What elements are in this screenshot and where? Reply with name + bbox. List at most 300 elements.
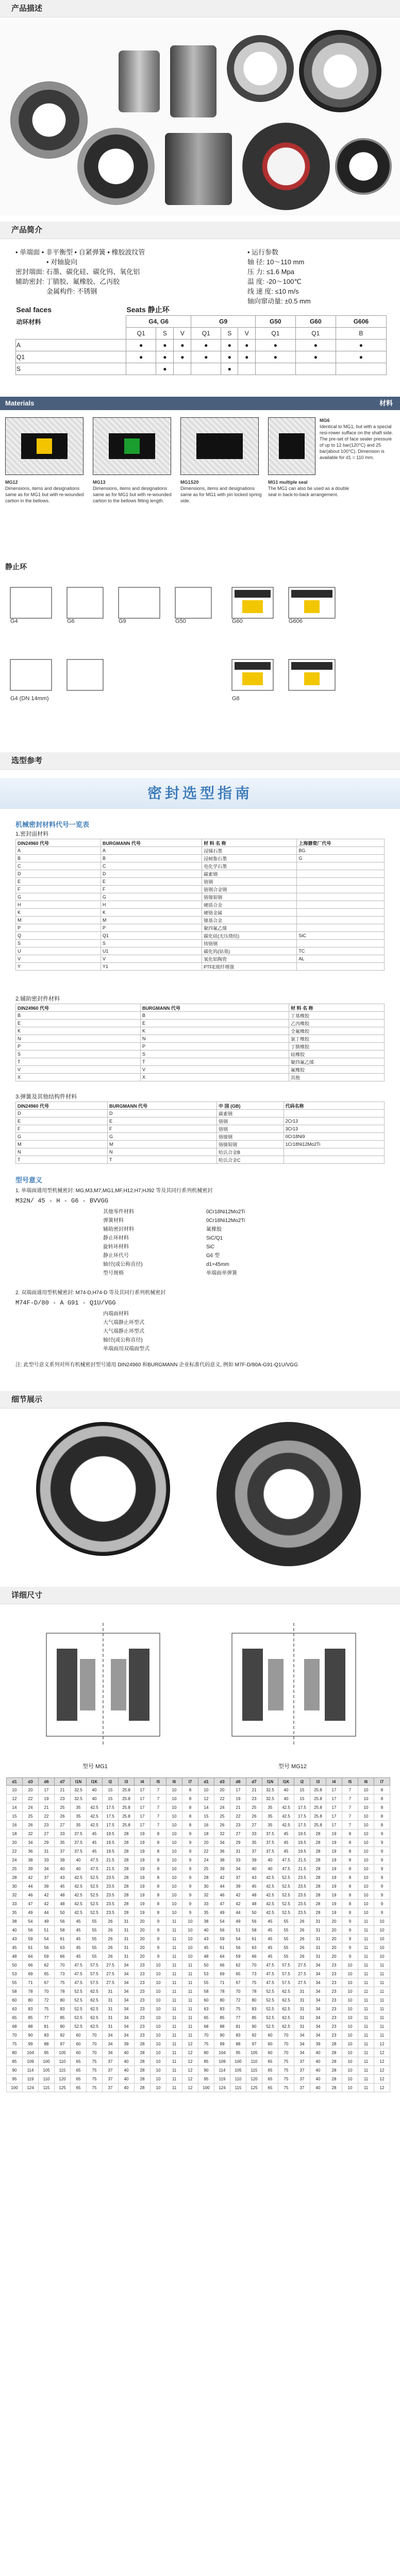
table-cell: 65 bbox=[71, 2066, 87, 2075]
table-cell: 8 bbox=[342, 1873, 358, 1882]
table-cell: 45 bbox=[55, 1882, 71, 1891]
table-cell: 55 bbox=[87, 1952, 103, 1961]
table-cell: 11 bbox=[182, 2022, 198, 2031]
table-cell: 110 bbox=[230, 2075, 246, 2083]
table-cell: 34 bbox=[119, 2005, 135, 2013]
col-header: l6 bbox=[166, 1778, 182, 1786]
table-cell: 23 bbox=[135, 2031, 151, 2040]
table-cell: 85 bbox=[23, 2013, 39, 2022]
table-row bbox=[16, 340, 387, 351]
table-cell: 56 bbox=[23, 1926, 39, 1935]
table-cell: 12 bbox=[182, 2048, 198, 2057]
table-cell: 9 bbox=[182, 1865, 198, 1873]
table-cell: 10 bbox=[358, 1794, 374, 1803]
table-cell: 29 bbox=[39, 1838, 55, 1847]
table-cell: 8 bbox=[374, 1794, 390, 1803]
table-cell: 77 bbox=[230, 2013, 246, 2022]
table-cell: 10 bbox=[342, 1970, 358, 1978]
table-cell: 哈氏合金B bbox=[216, 1148, 284, 1156]
table-cell: 34 bbox=[119, 2013, 135, 2022]
table-cell: 23 bbox=[55, 1794, 71, 1803]
table-cell: 11 bbox=[374, 1987, 390, 1996]
table-cell: 28 bbox=[310, 1908, 326, 1917]
table-cell: 45 bbox=[278, 1829, 294, 1838]
table-cell: 62.5 bbox=[278, 2005, 294, 2013]
table-cell: 11 bbox=[374, 2022, 390, 2031]
table-cell: 42.5 bbox=[278, 1812, 294, 1821]
table-cell: 28 bbox=[119, 1838, 135, 1847]
table-cell: 115 bbox=[55, 2066, 71, 2075]
table-cell: 8 bbox=[342, 1908, 358, 1917]
table-cell: 8 bbox=[151, 1908, 166, 1917]
table-cell: 45 bbox=[71, 1952, 87, 1961]
table-cell: 32 bbox=[23, 1829, 39, 1838]
table-cell: 23.5 bbox=[103, 1908, 119, 1917]
table2-title: 2.辅助密封件材料 bbox=[15, 996, 60, 1002]
table-cell: 23 bbox=[326, 2013, 342, 2022]
col-header: d6 bbox=[230, 1778, 246, 1786]
table-cell: G bbox=[16, 1133, 108, 1141]
mark: ● bbox=[156, 351, 174, 363]
col-header: d6 bbox=[39, 1778, 55, 1786]
table-cell: 40 bbox=[198, 1926, 214, 1935]
table-cell: 38 bbox=[214, 1856, 230, 1865]
table-cell: 10 bbox=[358, 1908, 374, 1917]
table-row bbox=[16, 1035, 385, 1043]
section-title: 细节展示 bbox=[0, 1391, 400, 1409]
table-cell: 铬镍钼钢 bbox=[202, 893, 297, 901]
table-cell: 10 bbox=[7, 1786, 23, 1794]
table-cell: 28 bbox=[326, 2083, 342, 2092]
table-cell: 110 bbox=[55, 2057, 71, 2066]
table-cell: 33 bbox=[7, 1900, 23, 1908]
table-cell: 11 bbox=[374, 1996, 390, 2005]
table-cell: 42.5 bbox=[278, 1803, 294, 1812]
table-cell: 11 bbox=[358, 2005, 374, 2013]
table-cell: 70 bbox=[87, 2031, 103, 2040]
table-row bbox=[16, 862, 385, 870]
col-header: 上海搪瓷厂代号 bbox=[297, 839, 385, 847]
table-cell: 11 bbox=[166, 2066, 182, 2075]
table-cell: 34 bbox=[294, 2031, 310, 2040]
table-cell: E bbox=[108, 1117, 217, 1125]
table-cell: 59 bbox=[23, 1935, 39, 1943]
table-cell: 37 bbox=[55, 1847, 71, 1856]
table-cell: 40 bbox=[119, 2075, 135, 2083]
table-cell: 31 bbox=[119, 1943, 135, 1952]
table-cell: 23.5 bbox=[103, 1891, 119, 1900]
col-header: l1K bbox=[278, 1778, 294, 1786]
table-cell: 34 bbox=[310, 1987, 326, 1996]
table-cell: 83 bbox=[230, 2031, 246, 2040]
table-cell: 8 bbox=[342, 1847, 358, 1856]
table-cell: 65 bbox=[262, 2066, 278, 2075]
table-cell: 碳素钢 bbox=[202, 870, 297, 878]
table-cell: F bbox=[16, 1125, 108, 1133]
table-cell: 77 bbox=[39, 2013, 55, 2022]
table-cell: 75 bbox=[246, 1978, 262, 1987]
table-cell: 11 bbox=[358, 1952, 374, 1961]
table-cell: 10 bbox=[166, 1821, 182, 1829]
table-row bbox=[7, 1873, 390, 1882]
seat-group: G4, G6 bbox=[126, 316, 191, 328]
table-cell: H bbox=[101, 901, 202, 909]
table-cell: 26 bbox=[103, 1943, 119, 1952]
table-cell: 10 bbox=[166, 1882, 182, 1891]
table-cell: 17 bbox=[135, 1794, 151, 1803]
table-cell: 28 bbox=[326, 2066, 342, 2075]
table-cell: 21 bbox=[230, 1803, 246, 1812]
table-cell: 52.5 bbox=[87, 1891, 103, 1900]
table-cell: G bbox=[101, 893, 202, 901]
table-cell: 75 bbox=[87, 2083, 103, 2092]
product-intro-section bbox=[0, 222, 400, 392]
table-cell: 31 bbox=[310, 1926, 326, 1935]
table-cell bbox=[284, 1156, 385, 1164]
table-cell: T bbox=[16, 1156, 108, 1164]
table-row bbox=[7, 1978, 390, 1987]
table-cell: 78 bbox=[246, 1987, 262, 1996]
table-cell: 28 bbox=[135, 2066, 151, 2075]
table-cell: 39 bbox=[119, 2040, 135, 2048]
table-cell: 10 bbox=[342, 2005, 358, 2013]
table-cell: 50 bbox=[7, 1961, 23, 1970]
table-cell: 19 bbox=[135, 1891, 151, 1900]
mark: ● bbox=[126, 340, 156, 351]
table-cell: 10 bbox=[358, 1865, 374, 1873]
table-cell: 10 bbox=[198, 1786, 214, 1794]
col-header: BURGMANN 代号 bbox=[140, 1004, 289, 1012]
table-cell: 43 bbox=[55, 1873, 71, 1882]
table-cell: 65 bbox=[262, 2083, 278, 2092]
table-cell: 11 bbox=[374, 1970, 390, 1978]
mark: ● bbox=[336, 351, 386, 363]
table-cell: 34 bbox=[119, 1961, 135, 1970]
table-cell: 62.5 bbox=[278, 1996, 294, 2005]
table-cell: 49 bbox=[39, 1917, 55, 1926]
table-cell: 25 bbox=[214, 1812, 230, 1821]
table-cell: 乙丙橡胶 bbox=[289, 1020, 385, 1027]
table-cell: 25 bbox=[23, 1812, 39, 1821]
mark: ● bbox=[191, 340, 221, 351]
table-cell: 20 bbox=[326, 1917, 342, 1926]
table-cell: 61 bbox=[23, 1943, 39, 1952]
table-cell: 70 bbox=[198, 2031, 214, 2040]
table-cell: 61 bbox=[55, 1935, 71, 1943]
table-cell: 31 bbox=[103, 2005, 119, 2013]
table-cell: 铬钢 bbox=[216, 1125, 284, 1133]
table-cell: 40 bbox=[310, 2057, 326, 2066]
table-cell: 34 bbox=[119, 1970, 135, 1978]
table-cell: 聚四氟乙烯 bbox=[202, 924, 297, 932]
row-label: Q1 bbox=[16, 351, 126, 363]
table-cell: 11 bbox=[358, 2013, 374, 2022]
table-cell: 85 bbox=[198, 2057, 214, 2066]
table-cell: 75 bbox=[87, 2075, 103, 2083]
table-cell: 60 bbox=[71, 2031, 87, 2040]
table-cell: 7 bbox=[342, 1803, 358, 1812]
col-header: l7 bbox=[182, 1778, 198, 1786]
table-cell: 62.5 bbox=[87, 2005, 103, 2013]
table-cell: Q1 bbox=[101, 932, 202, 940]
table-cell: 37 bbox=[103, 2083, 119, 2092]
table-cell: 60 bbox=[262, 2040, 278, 2048]
table-cell: 28 bbox=[198, 1873, 214, 1882]
table-cell: 60 bbox=[7, 1996, 23, 2005]
table-cell: 52.5 bbox=[71, 1987, 87, 1996]
row-label: A bbox=[16, 340, 126, 351]
table-cell: 26 bbox=[294, 1952, 310, 1961]
mg1s20-caption bbox=[180, 479, 263, 504]
table-cell: 31 bbox=[310, 1943, 326, 1952]
table-cell: 9 bbox=[182, 1856, 198, 1865]
table-cell: 52.5 bbox=[87, 1908, 103, 1917]
table-cell: 19.5 bbox=[103, 1829, 119, 1838]
table-cell bbox=[297, 901, 385, 909]
table-cell: 23 bbox=[326, 1970, 342, 1978]
table-cell: B bbox=[16, 855, 101, 862]
col-header: l1K bbox=[87, 1778, 103, 1786]
table-cell: 75 bbox=[230, 2005, 246, 2013]
col-header: BURGMANN 代号 bbox=[101, 839, 202, 847]
table-cell: 11 bbox=[166, 2083, 182, 2092]
table-cell: 33 bbox=[230, 1856, 246, 1865]
table-cell: 19 bbox=[39, 1794, 55, 1803]
table-cell: 37 bbox=[103, 2057, 119, 2066]
table-cell: 26 bbox=[246, 1812, 262, 1821]
col-header: l2 bbox=[103, 1778, 119, 1786]
model-item-value: 氟橡胶 bbox=[206, 1227, 222, 1232]
table-cell: 45 bbox=[71, 1926, 87, 1935]
table-cell: 36 bbox=[214, 1847, 230, 1856]
drawing-text: The MG1 can also be used as a double seal in back-to-back arrangement. bbox=[268, 486, 349, 497]
material-table bbox=[15, 304, 387, 375]
table-cell: 9 bbox=[151, 1952, 166, 1961]
table-cell: 95 bbox=[198, 2075, 214, 2083]
model-item-value: SiC bbox=[206, 1244, 215, 1250]
table-row bbox=[16, 1012, 385, 1020]
table-cell: N bbox=[140, 1035, 289, 1043]
table-cell: 10 bbox=[342, 1987, 358, 1996]
table-cell: 66 bbox=[246, 1952, 262, 1961]
table-cell: 42.5 bbox=[71, 1900, 87, 1908]
table-cell: 2Cr13 bbox=[284, 1117, 385, 1125]
table-row bbox=[16, 1156, 385, 1164]
table-cell: 11 bbox=[166, 1935, 182, 1943]
table-cell: 21.5 bbox=[103, 1865, 119, 1873]
table-cell: 88 bbox=[39, 2040, 55, 2048]
model-item bbox=[103, 1225, 371, 1234]
table-cell: 35 bbox=[198, 1908, 214, 1917]
table-cell: 75 bbox=[278, 2075, 294, 2083]
table-cell: 70 bbox=[278, 2048, 294, 2057]
table-row bbox=[7, 1908, 390, 1917]
table-cell: 31 bbox=[310, 1917, 326, 1926]
table-cell: 105 bbox=[246, 2048, 262, 2057]
table-cell: 45 bbox=[71, 1935, 87, 1943]
table-cell: 8 bbox=[151, 1865, 166, 1873]
table-cell: 34 bbox=[310, 2013, 326, 2022]
table-cell: 铬镍钢 bbox=[216, 1133, 284, 1141]
table-cell: 52.5 bbox=[87, 1900, 103, 1908]
table-cell: U bbox=[16, 947, 101, 955]
table-row bbox=[7, 1812, 390, 1821]
table-cell: 34 bbox=[310, 2022, 326, 2031]
table-cell: 57.5 bbox=[87, 1961, 103, 1970]
table-cell: 19.5 bbox=[103, 1847, 119, 1856]
table-cell: 70 bbox=[87, 2040, 103, 2048]
table-cell: 19 bbox=[326, 1900, 342, 1908]
table-cell: 110 bbox=[39, 2075, 55, 2083]
table-row bbox=[16, 363, 387, 375]
table-cell: 52.5 bbox=[262, 2013, 278, 2022]
seat-col: Q1 bbox=[191, 328, 221, 340]
table-cell: 28 bbox=[310, 1891, 326, 1900]
table-cell: 78 bbox=[214, 1987, 230, 1996]
table-cell: 28 bbox=[326, 2075, 342, 2083]
table-cell: 92 bbox=[246, 2031, 262, 2040]
table-cell: D bbox=[16, 1110, 108, 1117]
table-cell: 31 bbox=[119, 1935, 135, 1943]
table-cell: 11 bbox=[374, 1961, 390, 1970]
guide-title: 密封选型指南 bbox=[0, 778, 400, 809]
table-cell: 10 bbox=[151, 2075, 166, 2083]
table-cell: M bbox=[16, 1141, 108, 1148]
table-cell: 105 bbox=[39, 2066, 55, 2075]
seat-label: G9 bbox=[119, 618, 126, 624]
table-cell: 10 bbox=[151, 2048, 166, 2057]
table-cell: 9 bbox=[342, 1926, 358, 1935]
table-cell: S bbox=[16, 1050, 141, 1058]
table-cell: 11 bbox=[358, 1978, 374, 1987]
table-cell: 10 bbox=[342, 2013, 358, 2022]
table-row bbox=[16, 1117, 385, 1125]
table-cell: 9 bbox=[151, 1935, 166, 1943]
table-cell: 26 bbox=[214, 1821, 230, 1829]
table-cell: 34 bbox=[310, 1978, 326, 1987]
table-cell: 22 bbox=[23, 1794, 39, 1803]
table-cell: 44 bbox=[39, 1908, 55, 1917]
table-cell: 104 bbox=[23, 2048, 39, 2057]
table-cell: 37.5 bbox=[71, 1838, 87, 1847]
table-cell: 26 bbox=[294, 1943, 310, 1952]
table-cell: 9 bbox=[374, 1865, 390, 1873]
table-cell: 88 bbox=[214, 2022, 230, 2031]
table-cell: 40 bbox=[278, 1786, 294, 1794]
table-row bbox=[16, 1148, 385, 1156]
table-cell: 20 bbox=[326, 1952, 342, 1961]
table-cell: 40 bbox=[119, 2083, 135, 2092]
table-cell: 55 bbox=[7, 1978, 23, 1987]
table-cell: 10 bbox=[166, 1838, 182, 1847]
seat-col: Q1 bbox=[255, 328, 295, 340]
table-cell: 120 bbox=[246, 2075, 262, 2083]
table-cell: 90 bbox=[23, 2031, 39, 2040]
table-row bbox=[7, 1970, 390, 1978]
table-cell: 11 bbox=[358, 1917, 374, 1926]
table-cell: 75 bbox=[278, 2057, 294, 2066]
table-cell: 9 bbox=[151, 1926, 166, 1935]
table-cell: 47 bbox=[23, 1900, 39, 1908]
seal-faces-label: Seal faces bbox=[16, 306, 52, 314]
table-row bbox=[7, 2057, 390, 2066]
table-cell: M bbox=[16, 917, 101, 924]
model-example2: M74F-D/80 - A G91 - Q1U/VGG bbox=[15, 1299, 116, 1307]
table-cell: 34 bbox=[214, 1838, 230, 1847]
table-cell: 12 bbox=[182, 2083, 198, 2092]
table-cell: 27 bbox=[246, 1821, 262, 1829]
table-cell: 56 bbox=[246, 1917, 262, 1926]
table-row bbox=[7, 1996, 390, 2005]
mark: ● bbox=[174, 351, 191, 363]
table-cell: 31 bbox=[119, 1926, 135, 1935]
table-cell: 19 bbox=[326, 1908, 342, 1917]
table-cell: 42.5 bbox=[262, 1873, 278, 1882]
table-row bbox=[16, 878, 385, 886]
table-row bbox=[7, 1943, 390, 1952]
table-cell: 85 bbox=[214, 2013, 230, 2022]
table-cell: 10 bbox=[182, 1943, 198, 1952]
table-cell: 16 bbox=[198, 1821, 214, 1829]
table-cell: 10 bbox=[358, 1803, 374, 1812]
seat-col: V bbox=[174, 328, 191, 340]
table-cell: 11 bbox=[374, 2005, 390, 2013]
table-cell: 10 bbox=[358, 1838, 374, 1847]
table-cell: 10 bbox=[342, 2057, 358, 2066]
table-cell: K bbox=[16, 909, 101, 917]
table-cell: 17.5 bbox=[103, 1812, 119, 1821]
drawing-mg13 bbox=[93, 417, 171, 475]
table-cell: 11 bbox=[166, 2013, 182, 2022]
table-cell: 83 bbox=[246, 2005, 262, 2013]
table-cell: 39 bbox=[39, 1882, 55, 1891]
table-cell: 10 bbox=[151, 2031, 166, 2040]
table-cell: 20 bbox=[326, 1926, 342, 1935]
table-cell: 55 bbox=[278, 1917, 294, 1926]
seat-col: B bbox=[336, 328, 386, 340]
table-cell: 11 bbox=[358, 2066, 374, 2075]
table-cell: 109 bbox=[214, 2057, 230, 2066]
table-cell: 27 bbox=[230, 1829, 246, 1838]
table-cell: 10 bbox=[342, 2083, 358, 2092]
table-cell: 62.5 bbox=[87, 1996, 103, 2005]
table-cell: 63 bbox=[198, 2005, 214, 2013]
table-row bbox=[16, 893, 385, 901]
table-cell: 28 bbox=[135, 2083, 151, 2092]
table-cell: 43 bbox=[7, 1935, 23, 1943]
table-cell: 114 bbox=[23, 2066, 39, 2075]
table-cell: 9 bbox=[374, 1900, 390, 1908]
col-header: l7 bbox=[374, 1778, 390, 1786]
table-cell: 9 bbox=[374, 1873, 390, 1882]
col-header: BURGMANN 代号 bbox=[108, 1102, 217, 1110]
table-cell: 电化学石墨 bbox=[202, 862, 297, 870]
table-cell: 45 bbox=[278, 1838, 294, 1847]
model-line1: 1. 单端面通用型机械密封: MG,M3,M7,MG1,MF,H12,H7,HJ92 等及其同行系列机械密封 bbox=[15, 1188, 213, 1194]
table-cell: 其他 bbox=[289, 1074, 385, 1081]
mg6-text: Identical to MG1, but with a special resi-rower sufface on the shaft side. The pre-set of face sealer pressure of up to 12 bar(120°C) and 25 bar(about 100°C). Dimension is available for d1 = 110 mm. bbox=[320, 424, 393, 460]
table-cell: 氧化铝陶瓷 bbox=[202, 955, 297, 963]
table-cell: 9 bbox=[151, 1917, 166, 1926]
mg6-caption bbox=[320, 417, 397, 461]
table-cell: 65 bbox=[39, 1970, 55, 1978]
table-cell: 19 bbox=[326, 1891, 342, 1900]
table-cell: 31 bbox=[294, 1987, 310, 1996]
model-item-value: 0Cr18Ni12Mo2Ti bbox=[206, 1209, 245, 1215]
table-cell: 75 bbox=[278, 2083, 294, 2092]
mark bbox=[238, 363, 255, 375]
feature-line: 金属构件: 不锈钢 bbox=[46, 287, 97, 295]
